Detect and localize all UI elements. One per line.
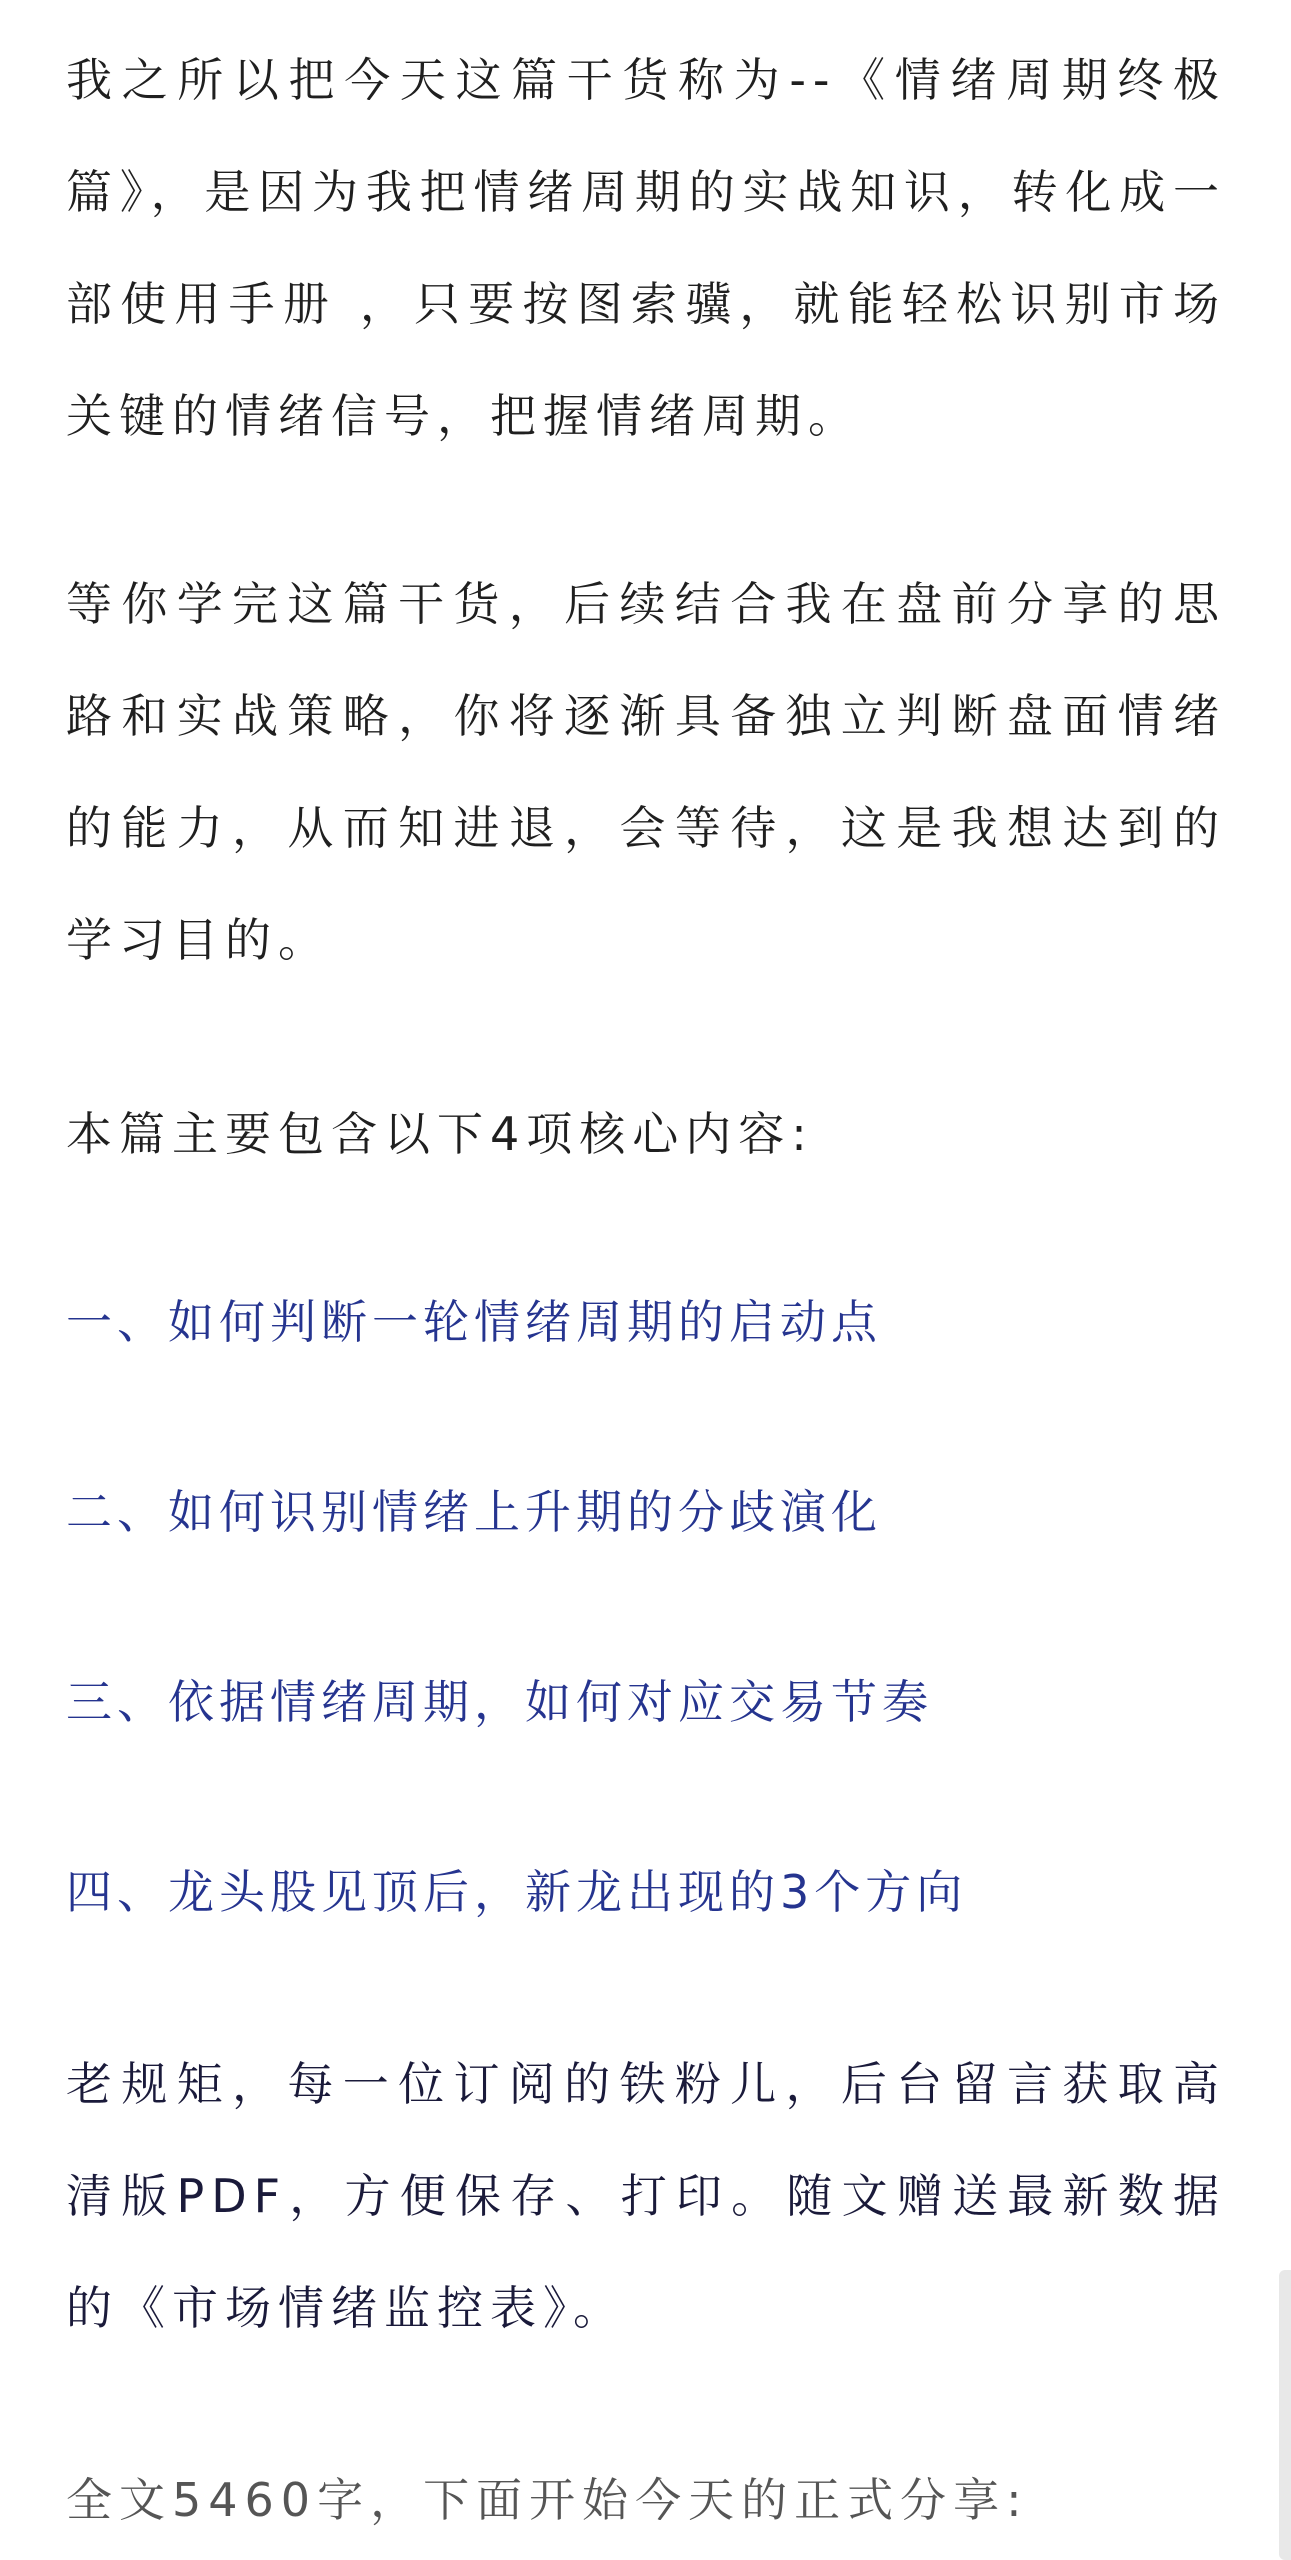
learning-goal-paragraph: 等你学完这篇干货，后续结合我在盘前分享的思路和实战策略，你将逐渐具备独立判断盘面情绪的能力，从而知进退，会等待，这是我想达到的学习目的。 — [66, 577, 1226, 967]
contents-intro: 本篇主要包含以下4项核心内容: — [66, 1107, 814, 1161]
intro-paragraph: 我之所以把今天这篇干货称为--《情绪周期终极篇》，是因为我把情绪周期的实战知识，转化成一部使用手册 ，只要按图索骥，就能轻松识别市场关键的情绪信号，把握情绪周期。 — [66, 53, 1226, 443]
subscribe-note: 老规矩，每一位订阅的铁粉儿，后台留言获取高清版PDF，方便保存、打印。随文赠送最新数据的《市场情绪监控表》。 — [66, 2057, 1226, 2335]
section-heading-2: 二、如何识别情绪上升期的分歧演化 — [66, 1485, 882, 1539]
scrollbar[interactable] — [1279, 2270, 1291, 2560]
section-heading-4: 四、龙头股见顶后，新龙出现的3个方向 — [66, 1865, 968, 1919]
section-heading-3: 三、依据情绪周期，如何对应交易节奏 — [66, 1675, 933, 1729]
word-count-note: 全文5460字，下面开始今天的正式分享: — [66, 2473, 1029, 2527]
section-heading-1: 一、如何判断一轮情绪周期的启动点 — [66, 1295, 882, 1349]
